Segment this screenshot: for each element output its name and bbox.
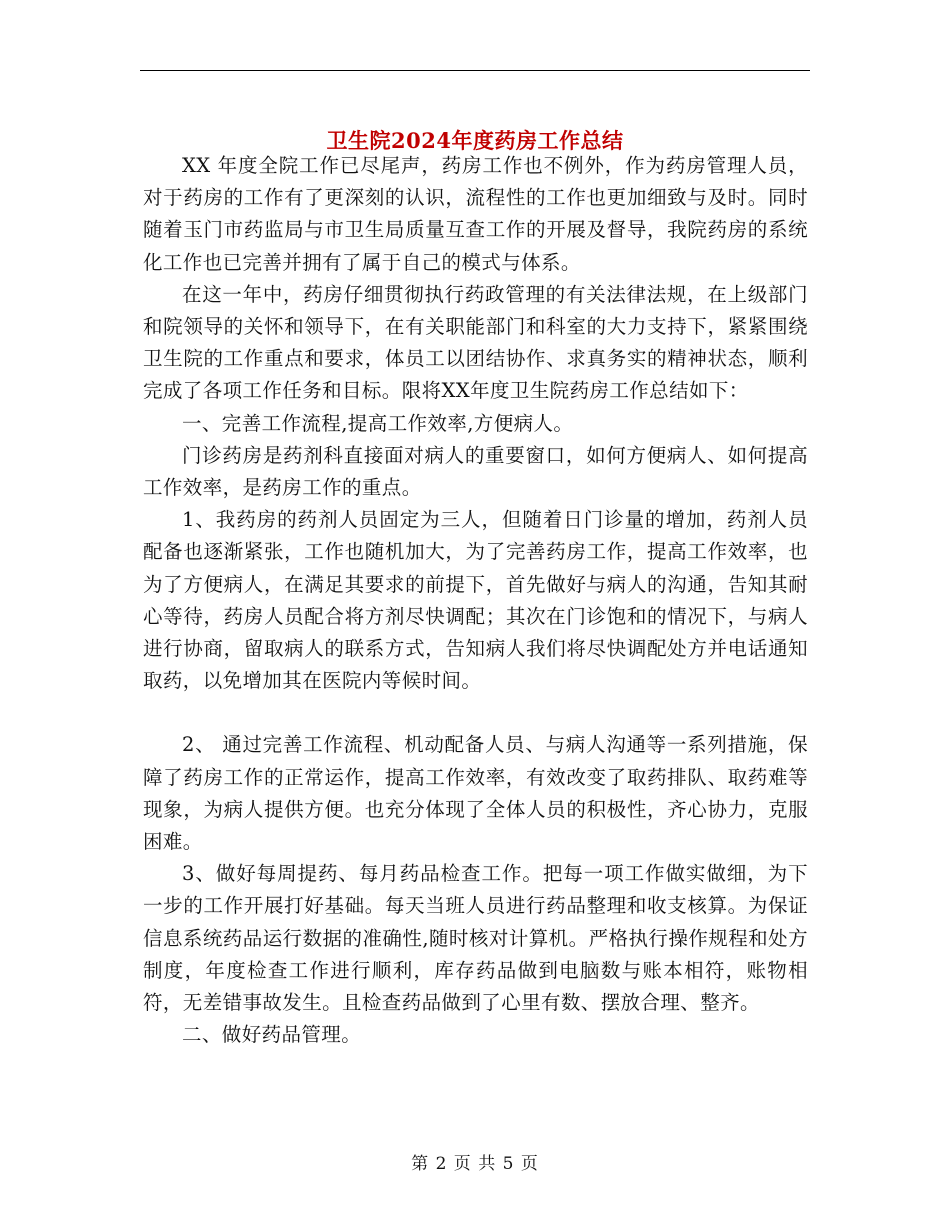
document-body	[143, 150, 808, 1051]
section-heading-2: 二、做好药品管理。	[182, 1023, 362, 1047]
header-rule	[140, 70, 810, 71]
paragraph-item-1: 1、我药房的药剂人员固定为三人，但随着日门诊量的增加，药剂人员配备也逐渐紧张，工作也随机加大，为了完善药房工作，提高工作效率，也为了方便病人，在满足其要求的前提下，首先做好与病人的沟通，告知其耐心等待，药房人员配合将方剂尽快调配；其次在门诊饱和的情况下，与病人进行协商，留取病人的联系方式，告知病人我们将尽快调配处方并电话通知取药，以免增加其在医院内等候时间。	[143, 508, 808, 693]
paragraph-item-2: 2、 通过完善工作流程、机动配备人员、与病人沟通等一系列措施，保障了药房工作的正常运作，提高工作效率，有效改变了取药排队、取药难等现象，为病人提供方便。也充分体现了全体人员的积极性，齐心协力，克服困难。	[143, 733, 808, 854]
paragraph-overview: 在这一年中，药房仔细贯彻执行药政管理的有关法律法规，在上级部门和院领导的关怀和领导下，在有关职能部门和科室的大力支持下，紧紧围绕卫生院的工作重点和要求，体员工以团结协作、求真务实的精神状态，顺利完成了各项工作任务和目标。限将XX年度卫生院药房工作总结如下：	[143, 282, 808, 403]
paragraph-item-3: 3、做好每周提药、每月药品检查工作。把每一项工作做实做细，为下一步的工作开展打好基础。每天当班人员进行药品整理和收支核算。为保证信息系统药品运行数据的准确性,随时核对计算机。严格执行操作规程和处方制度，年度检查工作进行顺利，库存药品做到电脑数与账本相符，账物相符，无差错事故发生。且检查药品做到了心里有数、摆放合理、整齐。	[143, 862, 808, 1015]
document-title: 卫生院2024年度药房工作总结	[326, 128, 624, 154]
paragraph-intro: XX 年度全院工作已尽尾声，药房工作也不例外，作为药房管理人员，对于药房的工作有了更深刻的认识，流程性的工作也更加细致与及时。同时随着玉门市药监局与市卫生局质量互查工作的开展及督导，我院药房的系统化工作也已完善并拥有了属于自己的模式与体系。	[143, 154, 808, 274]
section-heading-1: 一、完善工作流程,提高工作效率,方便病人。	[182, 411, 574, 435]
page-number: 第 2 页 共 5 页	[411, 1154, 539, 1174]
paragraph-outpatient: 门诊药房是药剂科直接面对病人的重要窗口，如何方便病人、如何提高工作效率，是药房工作的重点。	[143, 443, 808, 500]
